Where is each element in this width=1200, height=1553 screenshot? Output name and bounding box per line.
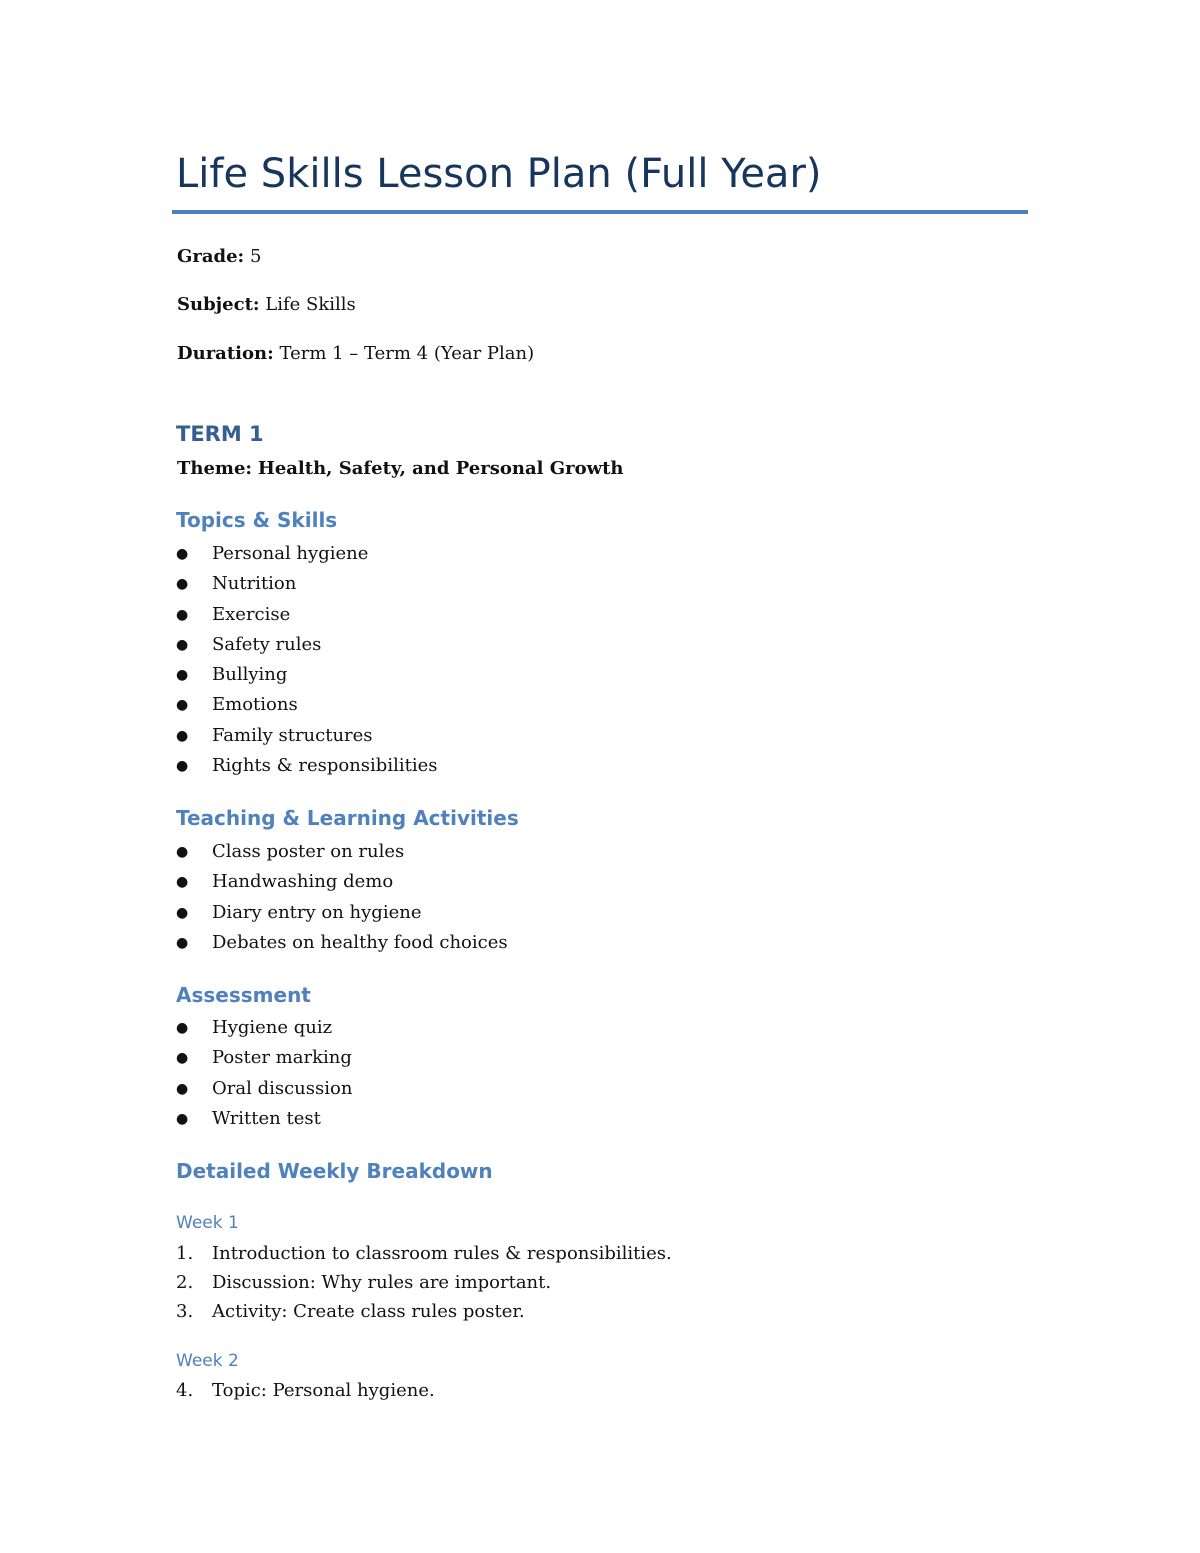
activity-text: Handwashing demo — [212, 871, 394, 893]
grade-value: 5 — [249, 246, 262, 267]
topic-text: Exercise — [212, 603, 291, 625]
bullet-icon: ● — [176, 844, 189, 860]
bullet-icon: ● — [176, 697, 189, 714]
item-text: Activity: Create class rules poster. — [212, 1301, 525, 1323]
topic-text: Rights & responsibilities — [212, 755, 438, 777]
subject-label: Subject: — [177, 294, 260, 315]
item-number: 3. — [176, 1301, 194, 1323]
weekly-heading: Detailed Weekly Breakdown — [176, 1159, 493, 1183]
list-item — [176, 541, 437, 571]
week-1-heading: Week 1 — [176, 1213, 239, 1233]
activity-text: Debates on healthy food choices — [212, 931, 508, 953]
bullet-icon: ● — [176, 874, 189, 891]
item-number: 1. — [176, 1243, 194, 1264]
list-item — [176, 602, 437, 632]
theme-line — [177, 456, 624, 482]
subject-line — [177, 292, 356, 318]
topic-text: Personal hygiene — [212, 543, 369, 564]
bullet-icon: ● — [176, 904, 189, 921]
list-item — [176, 1076, 352, 1106]
subject-value: Life Skills — [265, 294, 356, 315]
list-item — [176, 632, 437, 662]
week-2-list — [176, 1378, 435, 1407]
duration-label: Duration: — [177, 343, 274, 364]
item-number: 2. — [176, 1272, 194, 1294]
list-item — [176, 723, 437, 753]
bullet-icon: ● — [176, 934, 189, 951]
list-item — [176, 900, 508, 930]
duration-value: Term 1 – Term 4 (Year Plan) — [279, 343, 535, 364]
list-item — [176, 753, 437, 783]
bullet-icon: ● — [176, 758, 189, 775]
assessment-heading: Assessment — [176, 983, 311, 1007]
topic-text: Nutrition — [212, 573, 297, 595]
list-item — [176, 662, 437, 692]
topic-text: Emotions — [212, 694, 298, 716]
list-item — [176, 1106, 352, 1136]
item-text: Discussion: Why rules are important. — [212, 1272, 552, 1294]
list-item — [176, 869, 508, 899]
topics-list — [176, 541, 437, 783]
item-number: 4. — [176, 1380, 194, 1401]
list-item — [176, 1378, 435, 1407]
topics-heading: Topics & Skills — [176, 508, 338, 532]
bullet-icon: ● — [176, 636, 189, 653]
bullet-icon: ● — [176, 606, 189, 623]
list-item — [176, 1299, 672, 1328]
list-item — [176, 1241, 672, 1270]
week-2-heading: Week 2 — [176, 1351, 239, 1371]
assessment-text: Hygiene quiz — [212, 1017, 333, 1038]
grade-line — [177, 244, 261, 270]
topic-text: Bullying — [212, 664, 288, 686]
bullet-icon: ● — [176, 1110, 189, 1127]
term-heading: TERM 1 — [176, 422, 264, 446]
bullet-icon: ● — [176, 546, 189, 562]
theme-value: Health, Safety, and Personal Growth — [257, 458, 624, 479]
bullet-icon: ● — [176, 1020, 189, 1036]
item-text: Introduction to classroom rules & responsibilities. — [212, 1243, 672, 1264]
bullet-icon: ● — [176, 1080, 189, 1097]
bullet-icon: ● — [176, 727, 189, 744]
list-item — [176, 692, 437, 722]
duration-line — [177, 341, 534, 367]
list-item — [176, 1015, 352, 1045]
activity-text: Class poster on rules — [212, 841, 405, 862]
topic-text: Family structures — [212, 724, 373, 746]
assessment-text: Written test — [212, 1107, 321, 1129]
theme-label: Theme: — [177, 458, 253, 479]
assessment-text: Poster marking — [212, 1047, 352, 1069]
item-text: Topic: Personal hygiene. — [212, 1380, 435, 1401]
bullet-icon: ● — [176, 1050, 189, 1067]
title-underline — [172, 210, 1028, 214]
bullet-icon: ● — [176, 667, 189, 684]
topic-text: Safety rules — [212, 633, 322, 655]
document-title: Life Skills Lesson Plan (Full Year) — [176, 151, 822, 197]
list-item — [176, 571, 437, 601]
list-item — [176, 1270, 672, 1299]
bullet-icon: ● — [176, 576, 189, 593]
activity-text: Diary entry on hygiene — [212, 901, 422, 923]
assessment-list — [176, 1015, 352, 1136]
week-1-list — [176, 1241, 672, 1329]
grade-label: Grade: — [177, 246, 245, 267]
list-item — [176, 1045, 352, 1075]
list-item — [176, 839, 508, 869]
activities-list — [176, 839, 508, 960]
activities-heading: Teaching & Learning Activities — [176, 806, 519, 830]
list-item — [176, 930, 508, 960]
assessment-text: Oral discussion — [212, 1077, 353, 1099]
